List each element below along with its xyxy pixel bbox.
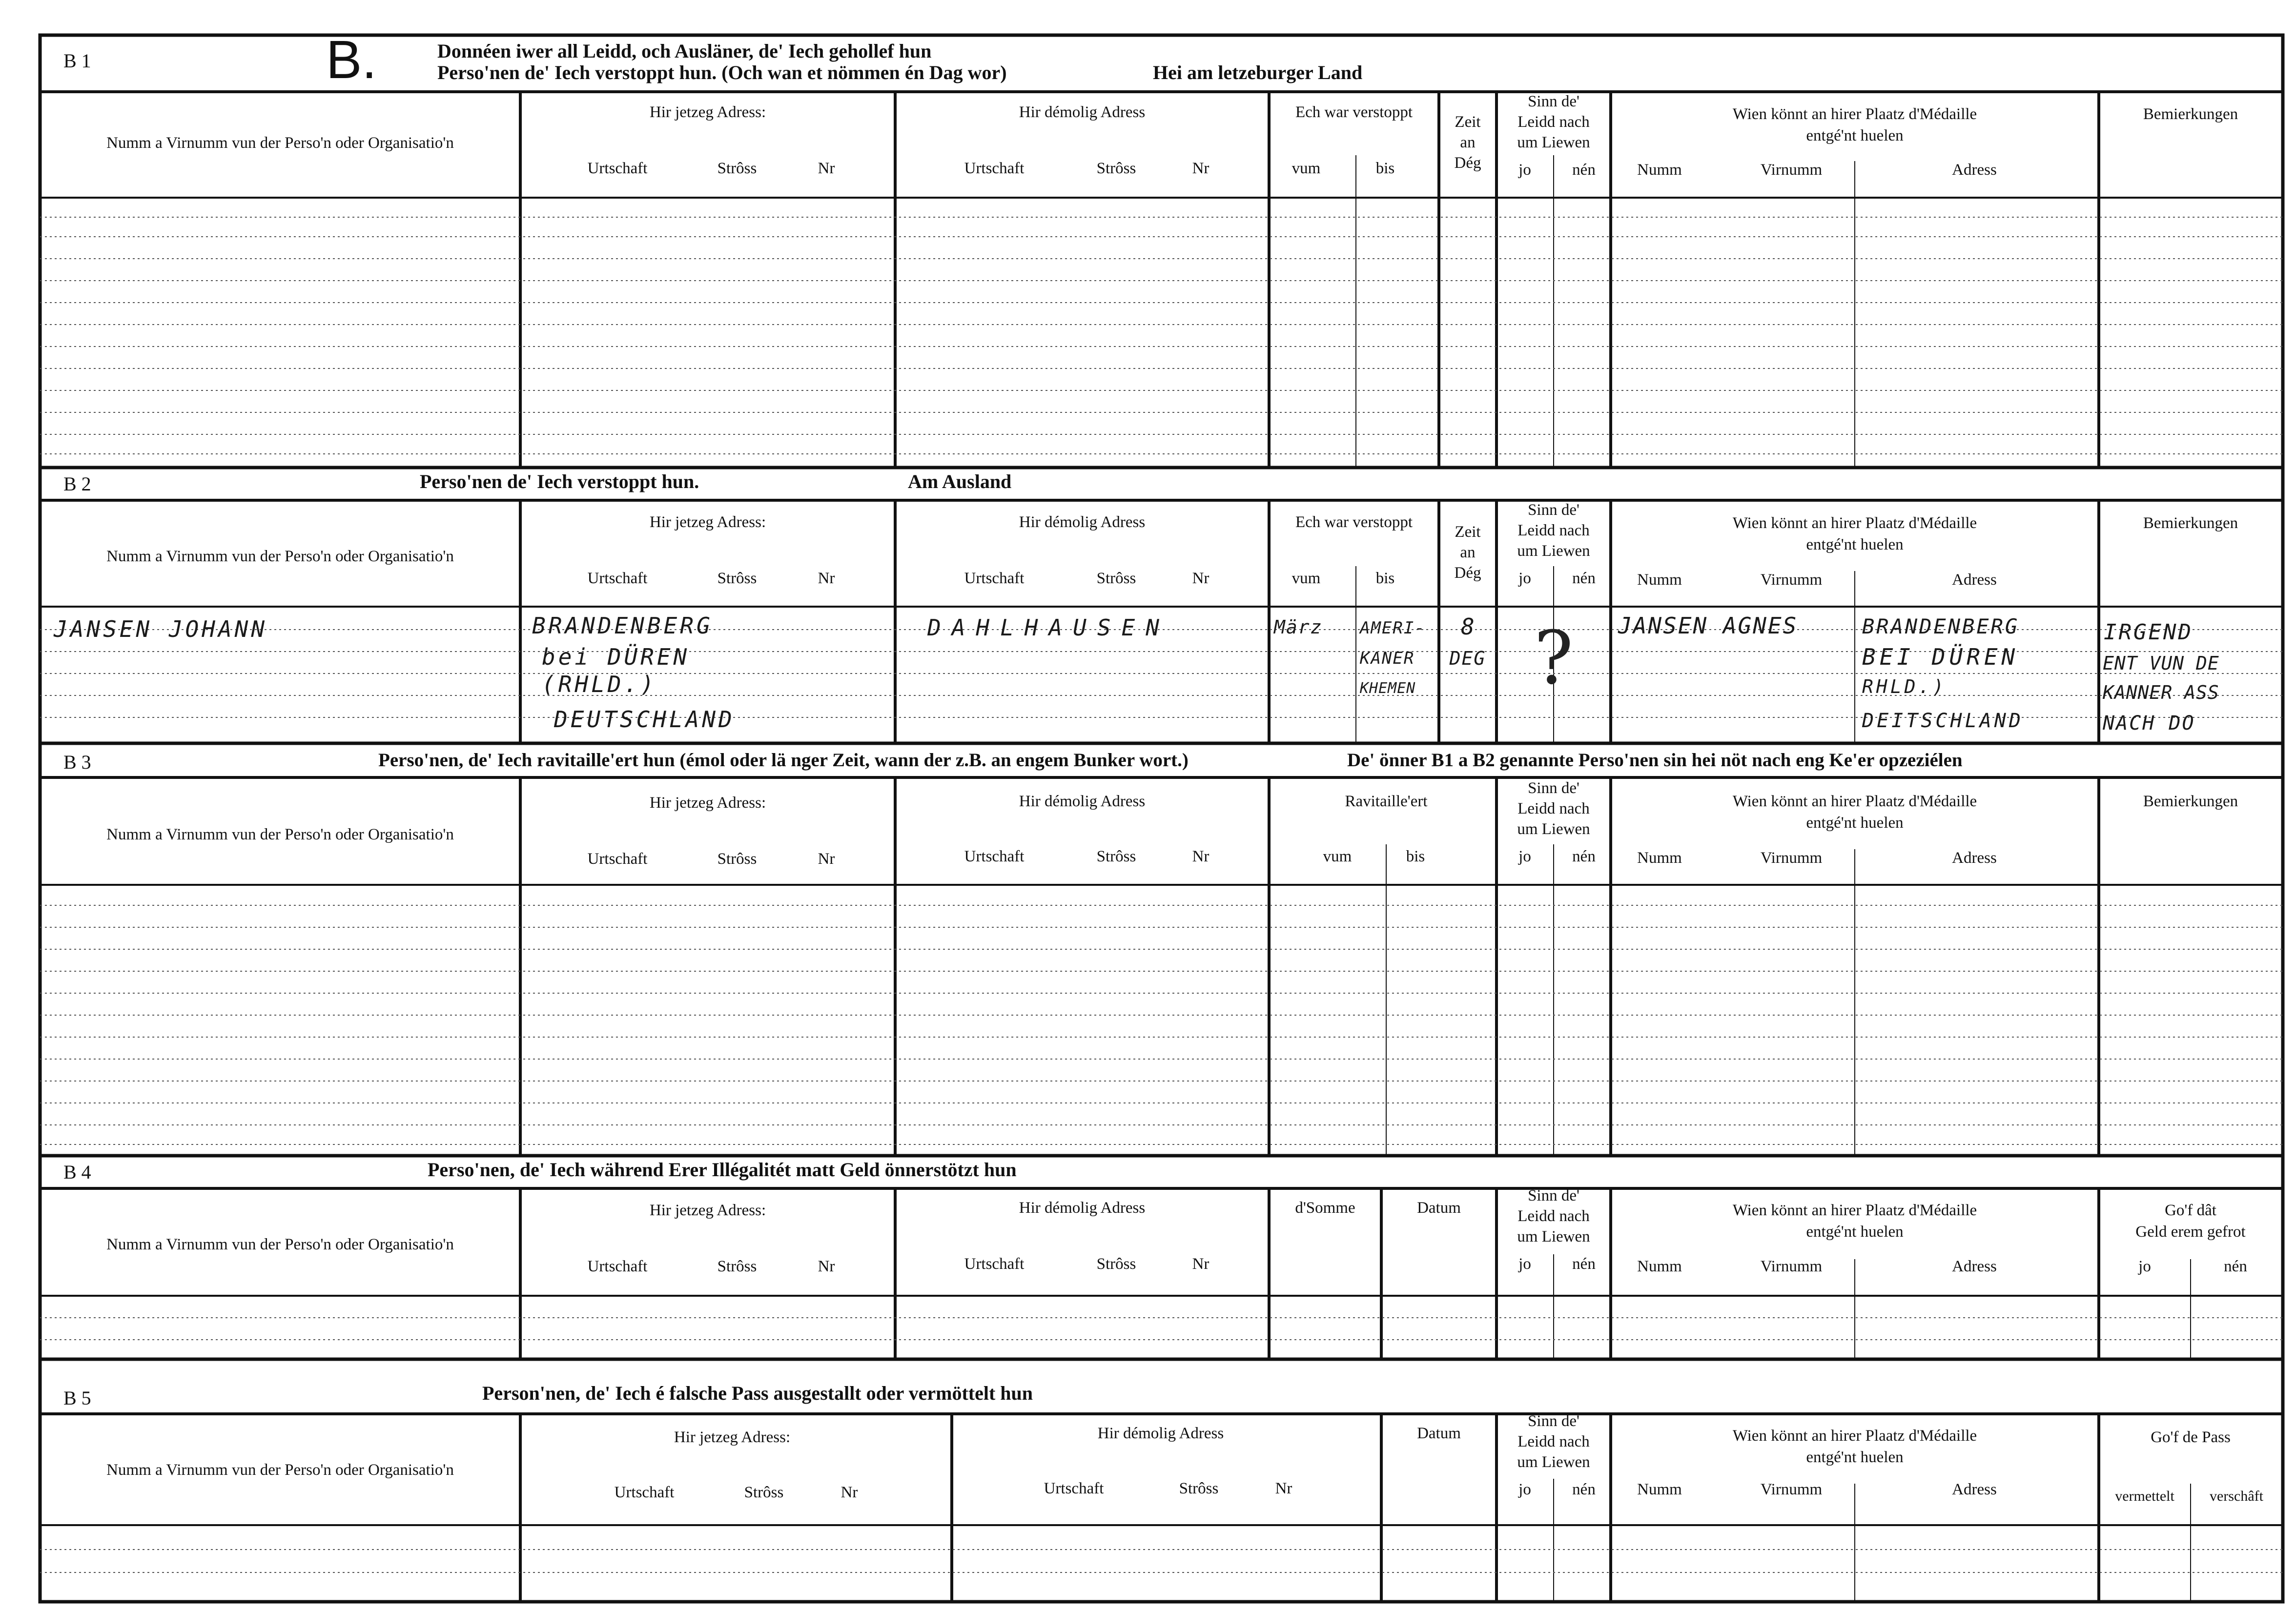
header-yes: jo [1518, 1255, 1531, 1273]
header-amount: d'Somme [1295, 1199, 1355, 1217]
header-remarks: Bemierkungen [2143, 514, 2238, 532]
section-title-2: Perso'nen de' Iech verstoppt hun. (Och wan et nömmen én Dag wor) [437, 61, 1007, 83]
header-pass-given: Go'f de Pass [2151, 1428, 2231, 1446]
header-firstname: Virnumm [1760, 1481, 1823, 1498]
header-medal-2: entgé'nt huelen [1806, 814, 1904, 832]
entry-to-line[interactable]: KANER [1360, 649, 1415, 668]
header-street: Strôss [744, 1484, 784, 1501]
section-b5 [40, 1382, 2283, 1602]
entry-old-address[interactable]: DAHLHAUSEN [927, 614, 1170, 641]
section-b2 [40, 470, 2283, 743]
entry-address-line[interactable]: DEUTSCHLAND [554, 706, 735, 733]
header-street: Strôss [1096, 570, 1136, 587]
header-number: Nr [1192, 848, 1210, 865]
header-locality: Urtschaft [587, 160, 648, 177]
header-firstname: Virnumm [1760, 849, 1823, 867]
header-old-address: Hir démolig Adress [1019, 513, 1146, 531]
section-title-2: Am Ausland [908, 470, 1012, 492]
header-medal-1: Wien könnt an hirer Plaatz d'Médaille [1732, 793, 1977, 810]
header-medal-1: Wien könnt an hirer Plaatz d'Médaille [1732, 1427, 1977, 1445]
header-supplied: Ravitaille'ert [1345, 793, 1428, 810]
header-street: Strôss [717, 1258, 757, 1275]
header-hidden: Ech war verstoppt [1295, 103, 1413, 121]
header-alive-3: um Liewen [1517, 820, 1590, 838]
section-title-1: Perso'nen de' Iech verstoppt hun. [420, 470, 699, 492]
entry-medal-address[interactable]: BRANDENBERG [1862, 614, 2020, 638]
header-number: Nr [818, 160, 835, 177]
header-no: nén [1572, 848, 1596, 865]
header-remarks: Bemierkungen [2143, 793, 2238, 810]
header-firstname: Virnumm [1760, 571, 1823, 589]
header-current-address: Hir jetzeg Adress: [674, 1428, 791, 1446]
header-address: Adress [1952, 1481, 1997, 1498]
section-letter: B. [326, 30, 377, 90]
header-time-1: Zeit [1455, 523, 1481, 541]
header-medal-2: entgé'nt huelen [1806, 536, 1904, 553]
header-to: bis [1375, 160, 1395, 177]
section-title-1: Perso'nen, de' Iech ravitaille'ert hun (émol oder lä nger Zeit, wann der z.B. an engem Bunker wort.) [378, 750, 1189, 771]
entry-address-line[interactable]: (RHLD.) [542, 671, 657, 697]
header-number: Nr [1192, 160, 1210, 177]
header-hidden: Ech war verstoppt [1295, 513, 1413, 531]
header-surname: Numm [1637, 571, 1682, 589]
header-to: bis [1406, 848, 1425, 865]
header-firstname: Virnumm [1760, 161, 1823, 179]
header-date: Datum [1417, 1425, 1461, 1442]
header-locality: Urtschaft [587, 1258, 648, 1275]
header-number: Nr [818, 570, 835, 587]
header-locality: Urtschaft [964, 160, 1025, 177]
header-address: Adress [1952, 161, 1997, 179]
header-yes: jo [2138, 1258, 2151, 1275]
entry-days-unit[interactable]: DEG [1449, 648, 1486, 669]
header-address: Adress [1952, 849, 1997, 867]
header-number: Nr [840, 1484, 858, 1501]
header-locality: Urtschaft [964, 570, 1025, 587]
header-medal-2: entgé'nt huelen [1806, 127, 1904, 144]
header-medal-1: Wien könnt an hirer Plaatz d'Médaille [1732, 1202, 1977, 1219]
header-street: Strôss [717, 850, 757, 868]
section-title-3: Hei am letzeburger Land [1153, 61, 1363, 83]
header-locality: Urtschaft [1044, 1480, 1104, 1497]
header-money-returned-1: Go'f dât [2165, 1202, 2216, 1219]
header-street: Strôss [1179, 1480, 1219, 1497]
header-alive-3: um Liewen [1517, 1453, 1590, 1471]
section-code: B 3 [63, 751, 91, 773]
entry-remarks[interactable]: IRGEND [2104, 620, 2193, 645]
header-no: nén [1572, 570, 1596, 587]
header-old-address: Hir démolig Adress [1019, 793, 1146, 810]
entry-address-line[interactable]: BRANDENBERG [532, 612, 713, 639]
header-yes: jo [1518, 1481, 1531, 1498]
entry-address-line[interactable]: bei DÜREN [542, 644, 690, 670]
header-no: nén [2224, 1258, 2247, 1275]
header-name: Numm a Virnumm vun der Perso'n oder Organisatio'n [106, 134, 454, 152]
header-surname: Numm [1637, 1481, 1682, 1498]
entry-from[interactable]: März [1274, 616, 1323, 638]
header-no: nén [1572, 1481, 1596, 1498]
header-name: Numm a Virnumm vun der Perso'n oder Organisatio'n [106, 1461, 454, 1479]
header-street: Strôss [717, 160, 757, 177]
header-time-3: Dég [1454, 154, 1481, 172]
entry-name[interactable]: JANSEN JOHANN [54, 616, 268, 642]
header-alive-2: Leidd nach [1517, 113, 1590, 131]
header-surname: Numm [1637, 1258, 1682, 1275]
header-name: Numm a Virnumm vun der Perso'n oder Organisatio'n [106, 826, 454, 843]
header-name: Numm a Virnumm vun der Perso'n oder Organisatio'n [106, 548, 454, 565]
header-address: Adress [1952, 1258, 1997, 1275]
header-medal-2: entgé'nt huelen [1806, 1223, 1904, 1241]
section-b4 [40, 1159, 2283, 1359]
section-title-1: Donnéen iwer all Leidd, och Ausläner, de' Iech gehollef hun [437, 40, 932, 62]
header-from: vum [1292, 160, 1321, 177]
header-money-returned-2: Geld erem gefrot [2135, 1223, 2246, 1241]
header-street: Strôss [1096, 848, 1136, 865]
header-medal-2: entgé'nt huelen [1806, 1449, 1904, 1466]
header-alive-2: Leidd nach [1517, 522, 1590, 539]
header-medal-1: Wien könnt an hirer Plaatz d'Médaille [1732, 105, 1977, 123]
header-current-address: Hir jetzeg Adress: [649, 513, 766, 531]
header-locality: Urtschaft [587, 570, 648, 587]
header-number: Nr [818, 1258, 835, 1275]
entry-medal-address[interactable]: BEI DÜREN [1862, 644, 2019, 670]
header-no: nén [1572, 1255, 1596, 1273]
section-code: B 1 [63, 50, 91, 72]
section-title: Perso'nen, de' Iech während Erer Illégalitét matt Geld önnerstötzt hun [428, 1159, 1017, 1181]
header-name: Numm a Virnumm vun der Perso'n oder Organisatio'n [106, 1236, 454, 1253]
section-title-2: De' önner B1 a B2 genannte Perso'nen sin hei nöt nach eng Ke'er opzeziélen [1347, 750, 1963, 771]
entry-medal-address[interactable]: DEITSCHLAND [1862, 710, 2024, 732]
header-alive-1: Sinn de' [1528, 1187, 1579, 1204]
header-time-2: an [1460, 544, 1476, 561]
header-street: Strôss [717, 570, 757, 587]
header-locality: Urtschaft [964, 1255, 1025, 1273]
header-alive-1: Sinn de' [1528, 93, 1579, 110]
header-alive-3: um Liewen [1517, 134, 1590, 151]
entry-remarks[interactable]: ENT VUN DE [2103, 653, 2219, 674]
header-current-address: Hir jetzeg Adress: [649, 794, 766, 812]
header-street: Strôss [1096, 1255, 1136, 1273]
header-alive-3: um Liewen [1517, 542, 1590, 560]
entry-medal-address[interactable]: RHLD.) [1862, 676, 1947, 697]
header-mediated: vermettelt [2115, 1488, 2174, 1504]
header-alive-2: Leidd nach [1517, 800, 1590, 817]
header-remarks: Bemierkungen [2143, 105, 2238, 123]
header-alive-1: Sinn de' [1528, 501, 1579, 519]
entry-to-line[interactable]: AMERI- [1360, 618, 1426, 638]
header-surname: Numm [1637, 161, 1682, 179]
section-code: B 4 [63, 1161, 91, 1183]
header-no: nén [1572, 161, 1596, 179]
header-procured: verschâft [2210, 1488, 2263, 1504]
header-number: Nr [818, 850, 835, 868]
entry-medal-name[interactable]: JANSEN AGNES [1618, 612, 1798, 639]
entry-remarks[interactable]: NACH DO [2103, 712, 2195, 735]
entry-alive[interactable]: ? [1534, 616, 1574, 701]
header-alive-1: Sinn de' [1528, 1412, 1579, 1430]
entry-to-line[interactable]: KHEMEN [1360, 680, 1416, 697]
header-to: bis [1375, 570, 1395, 587]
header-alive-2: Leidd nach [1517, 1433, 1590, 1450]
header-time-3: Dég [1454, 564, 1481, 582]
header-alive-3: um Liewen [1517, 1228, 1590, 1245]
header-time-2: an [1460, 134, 1476, 151]
section-b3 [40, 750, 2283, 1156]
header-current-address: Hir jetzeg Adress: [649, 103, 766, 121]
header-locality: Urtschaft [587, 850, 648, 868]
section-code: B 5 [63, 1387, 91, 1409]
header-number: Nr [1192, 1255, 1210, 1273]
header-yes: jo [1518, 570, 1531, 587]
header-yes: jo [1518, 848, 1531, 865]
section-code: B 2 [63, 473, 91, 495]
header-old-address: Hir démolig Adress [1097, 1425, 1224, 1442]
header-number: Nr [1192, 570, 1210, 587]
header-surname: Numm [1637, 849, 1682, 867]
entry-remarks[interactable]: KANNER ASS [2103, 682, 2219, 703]
entry-days[interactable]: 8 [1461, 613, 1477, 640]
header-alive-1: Sinn de' [1528, 779, 1579, 797]
header-address: Adress [1952, 571, 1997, 589]
header-alive-2: Leidd nach [1517, 1207, 1590, 1225]
header-firstname: Virnumm [1760, 1258, 1823, 1275]
header-old-address: Hir démolig Adress [1019, 1199, 1146, 1217]
header-current-address: Hir jetzeg Adress: [649, 1202, 766, 1219]
header-street: Strôss [1096, 160, 1136, 177]
header-locality: Urtschaft [964, 848, 1025, 865]
header-time-1: Zeit [1455, 113, 1481, 131]
header-date: Datum [1417, 1199, 1461, 1217]
header-from: vum [1292, 570, 1321, 587]
header-locality: Urtschaft [614, 1484, 675, 1501]
section-title: Person'nen, de' Iech é falsche Pass ausgestallt oder vermöttelt hun [482, 1382, 1033, 1404]
header-old-address: Hir démolig Adress [1019, 103, 1146, 121]
header-from: vum [1323, 848, 1352, 865]
header-yes: jo [1518, 161, 1531, 179]
section-b1 [40, 30, 2283, 468]
header-medal-1: Wien könnt an hirer Plaatz d'Médaille [1732, 514, 1977, 532]
header-number: Nr [1275, 1480, 1292, 1497]
